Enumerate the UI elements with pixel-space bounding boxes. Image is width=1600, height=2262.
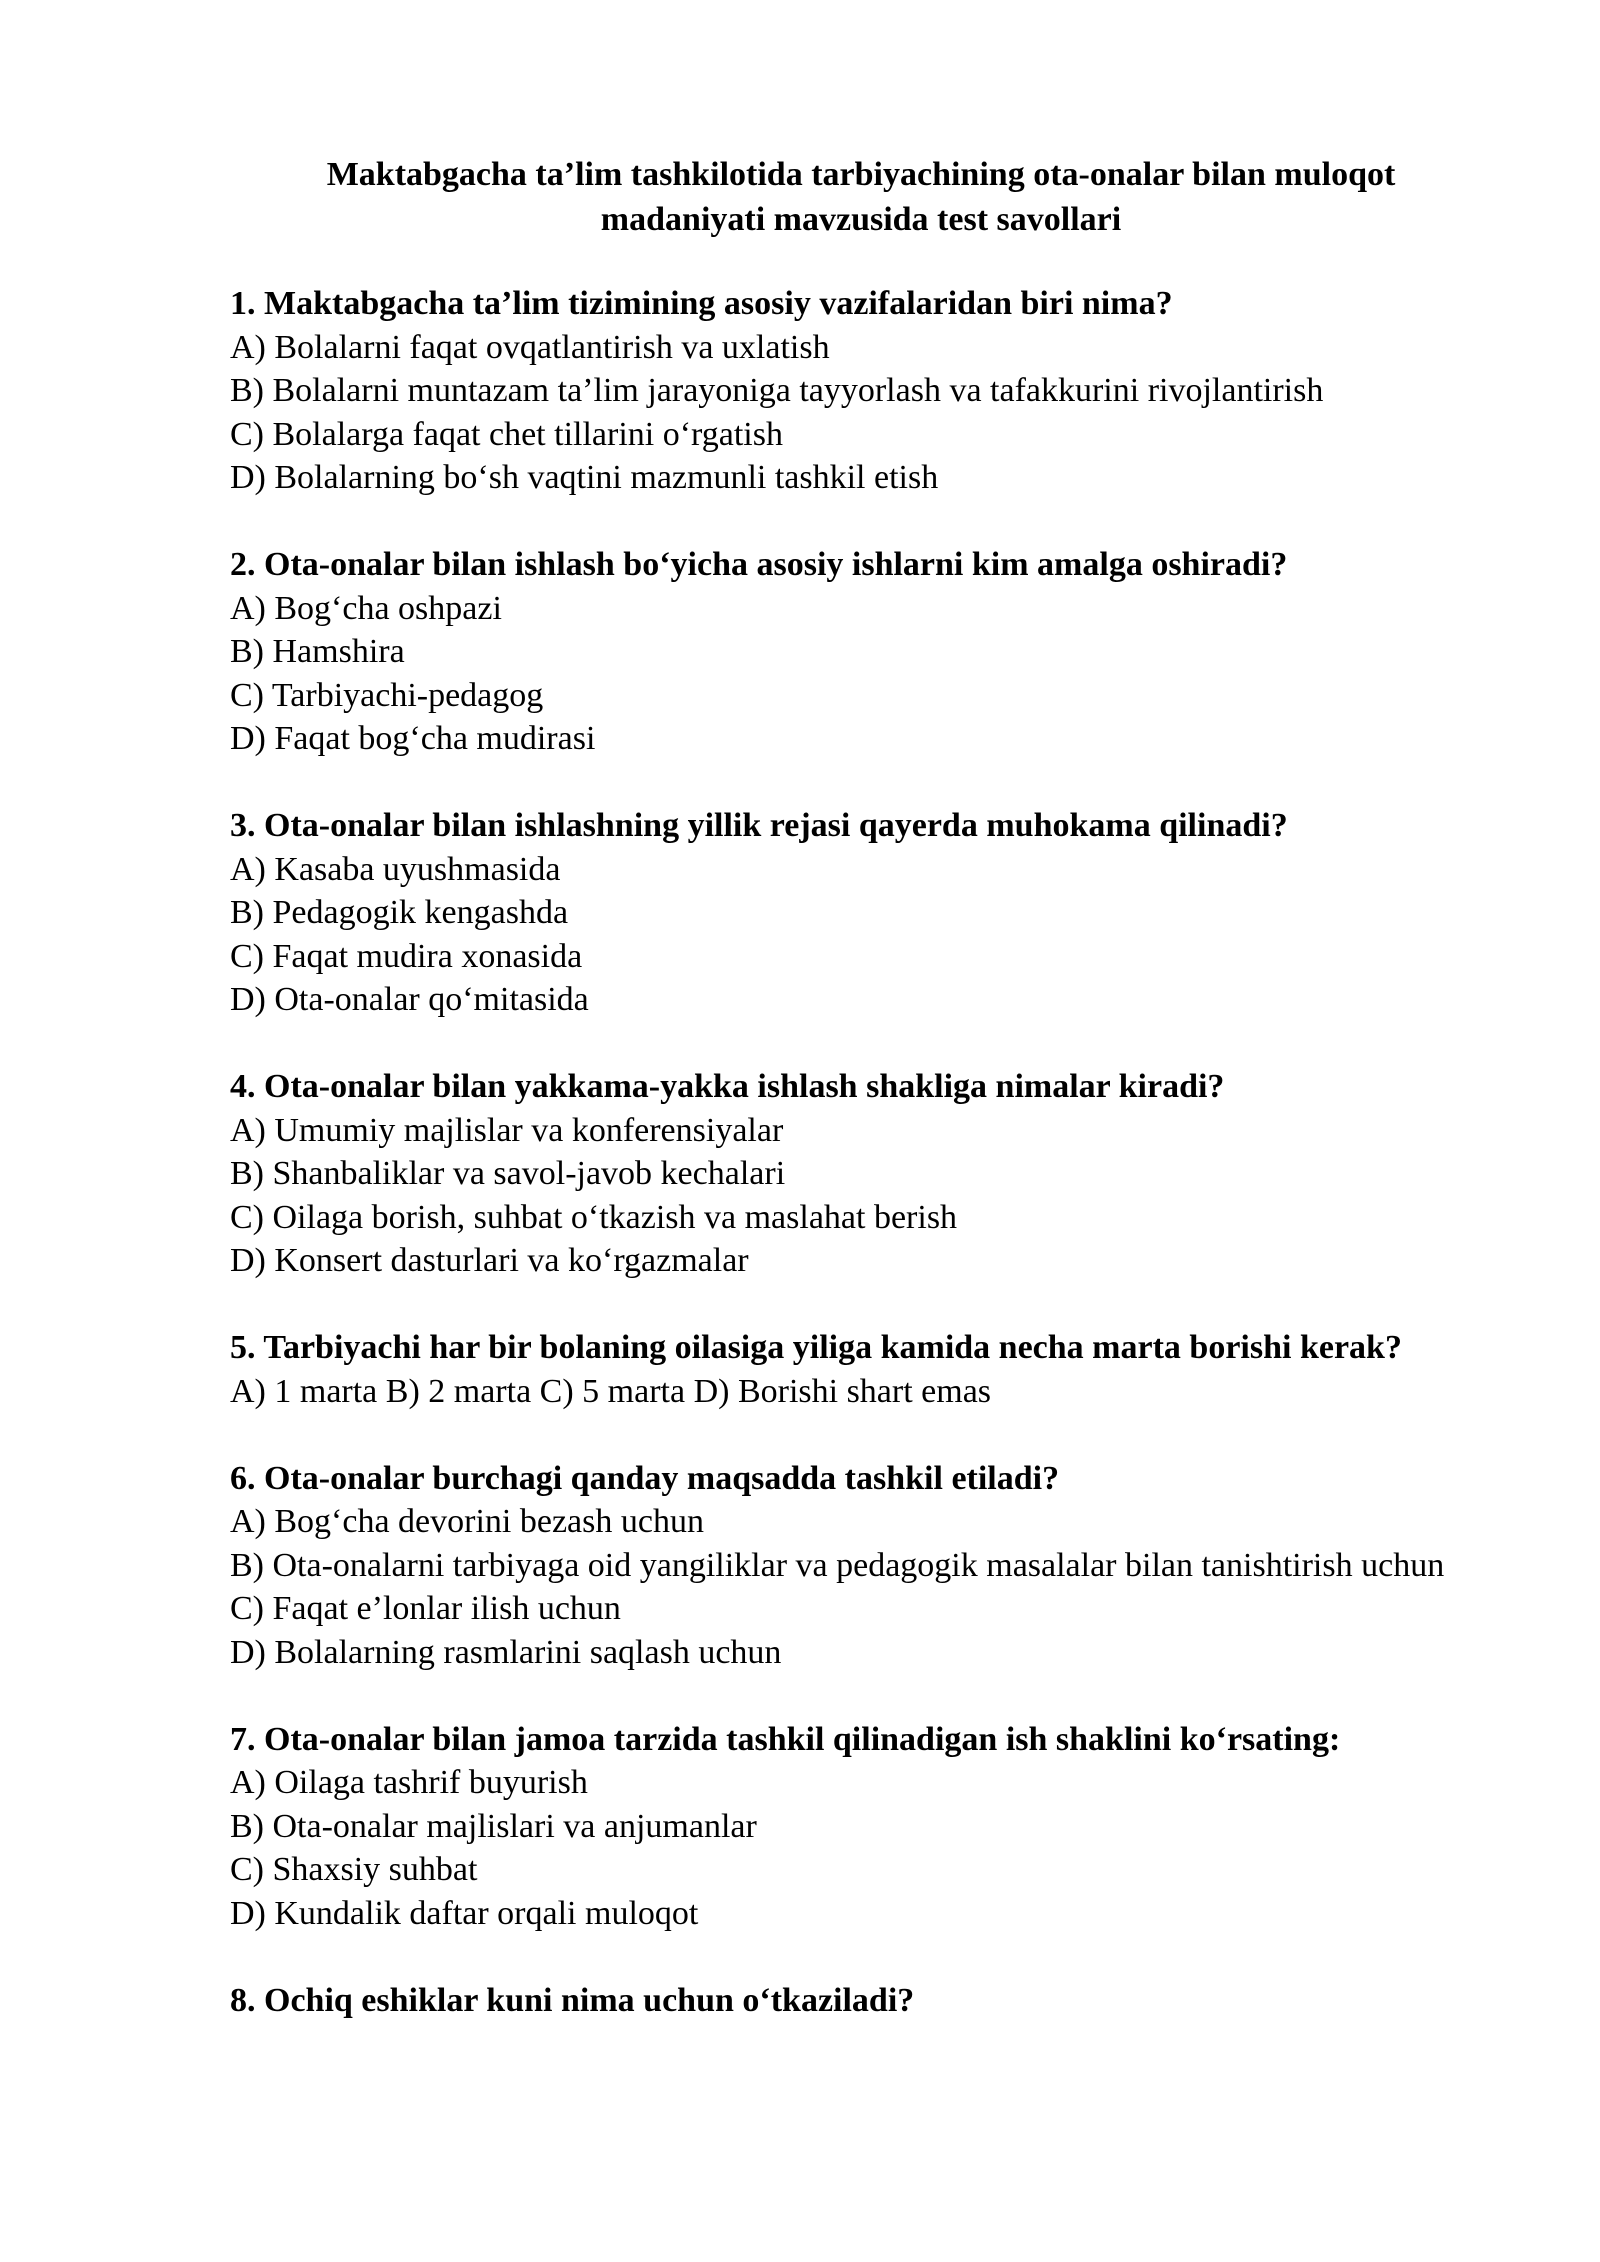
question-text: 2. Ota-onalar bilan ishlash bo‘yicha asosiy ishlarni kim amalga oshiradi? (230, 546, 1288, 583)
answer-option-c: C) Tarbiyachi-pedagog (230, 676, 544, 714)
question-text: 4. Ota-onalar bilan yakkama-yakka ishlash shakliga nimalar kiradi? (230, 1068, 1225, 1105)
document-title (230, 152, 1492, 242)
question-7 (230, 1718, 1492, 1936)
answer-option-a: A) Bolalarni faqat ovqatlantirish va uxlatish (230, 328, 830, 366)
question-6 (230, 1457, 1492, 1675)
question-text: 7. Ota-onalar bilan jamoa tarzida tashkil qilinadigan ish shaklini ko‘rsating: (230, 1720, 1341, 1758)
answer-option-b: B) Pedagogik kengashda (230, 894, 569, 931)
question-text: 6. Ota-onalar burchagi qanday maqsadda tashkil etiladi? (230, 1459, 1060, 1497)
question-text: 1. Maktabgacha ta’lim tizimining asosiy vazifalaridan biri nima? (230, 285, 1173, 322)
answer-option-b: B) Bolalarni muntazam ta’lim jarayoniga tayyorlash va tafakkurini rivojlantirish (230, 372, 1324, 409)
title-line-1: Maktabgacha ta’lim tashkilotida tarbiyachining ota-onalar bilan muloqot (326, 156, 1396, 193)
question-3 (230, 804, 1492, 1022)
question-1 (230, 282, 1492, 500)
question-8 (230, 1979, 1492, 2023)
answer-option-c: C) Faqat mudira xonasida (230, 937, 583, 975)
answer-option-d: D) Kundalik daftar orqali muloqot (230, 1894, 699, 1932)
question-list (230, 282, 1492, 2066)
answer-option-d: D) Bolalarning rasmlarini saqlash uchun (230, 1633, 782, 1671)
answer-options-inline: A) 1 marta B) 2 marta C) 5 marta D) Borishi shart emas (230, 1372, 992, 1410)
question-2 (230, 543, 1492, 761)
question-text: 8. Ochiq eshiklar kuni nima uchun o‘tkaziladi? (230, 1981, 915, 2019)
title-line-2: madaniyati mavzusida test savollari (600, 201, 1122, 238)
answer-option-d: D) Ota-onalar qo‘mitasida (230, 981, 589, 1018)
answer-option-b: B) Hamshira (230, 633, 405, 670)
answer-option-a: A) Oilaga tashrif buyurish (230, 1764, 588, 1801)
question-5 (230, 1326, 1492, 1413)
answer-option-d: D) Faqat bog‘cha mudirasi (230, 720, 596, 757)
answer-option-c: C) Shaxsiy suhbat (230, 1851, 478, 1888)
answer-option-d: D) Bolalarning bo‘sh vaqtini mazmunli tashkil etish (230, 459, 939, 496)
answer-option-a: A) Bog‘cha devorini bezash uchun (230, 1503, 704, 1540)
answer-option-a: A) Bog‘cha oshpazi (230, 589, 502, 627)
answer-option-a: A) Kasaba uyushmasida (230, 850, 561, 888)
question-4 (230, 1065, 1492, 1283)
question-text: 5. Tarbiyachi har bir bolaning oilasiga yiliga kamida necha marta borishi kerak? (230, 1329, 1402, 1366)
question-text: 3. Ota-onalar bilan ishlashning yillik rejasi qayerda muhokama qilinadi? (230, 807, 1288, 844)
answer-option-b: B) Ota-onalarni tarbiyaga oid yangiliklar va pedagogik masalalar bilan tanishtirish uchun (230, 1546, 1445, 1584)
answer-option-d: D) Konsert dasturlari va ko‘rgazmalar (230, 1242, 749, 1279)
answer-option-c: C) Faqat e’lonlar ilish uchun (230, 1590, 621, 1627)
answer-option-b: B) Ota-onalar majlislari va anjumanlar (230, 1807, 757, 1845)
answer-option-c: C) Oilaga borish, suhbat o‘tkazish va maslahat berish (230, 1198, 958, 1236)
answer-option-c: C) Bolalarga faqat chet tillarini o‘rgatish (230, 415, 783, 453)
answer-option-b: B) Shanbaliklar va savol-javob kechalari (230, 1155, 786, 1192)
answer-option-a: A) Umumiy majlislar va konferensiyalar (230, 1111, 784, 1149)
